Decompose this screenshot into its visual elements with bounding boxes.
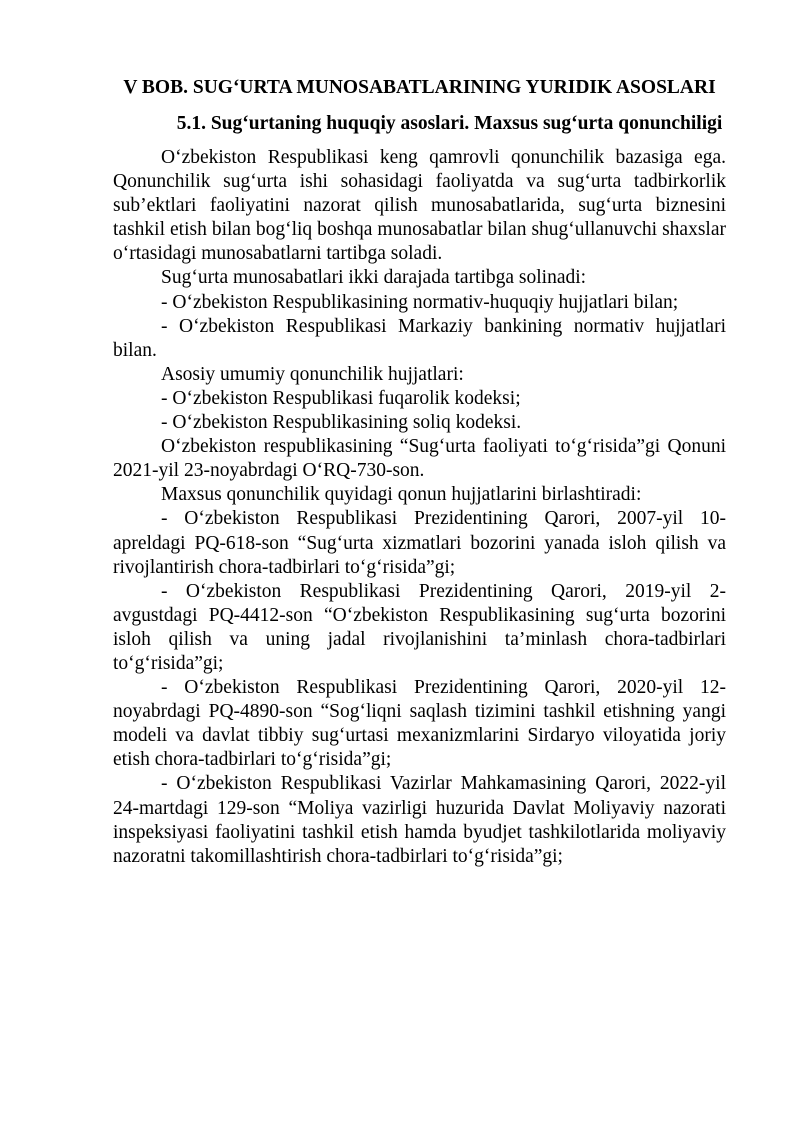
list-item: - O‘zbekiston Respublikasi Prezidentining Qarori, 2007-yil 10-apreldagi PQ-618-son “Sug‘urta xizmatlari bozorini yanada isloh qilish va rivojlantirish chora-tadbirlari to‘g‘risida”gi; [113,508,726,578]
paragraph: O‘zbekiston Respublikasi keng qamrovli qonunchilik bazasiga ega. Qonunchilik sug‘urta ishi sohasidagi faoliyatda va sug‘urta tadbirkorlik sub’ektlari faoliyatini nazorat qilish munosabatlarida, sug‘urta biznesini tashkil etish bilan bog‘liq boshqa munosabatlar bilan shug‘ullanuvchi shaxslar o‘rtasidagi munosabatlarni tartibga soladi. [113,147,726,265]
list-item: - O‘zbekiston Respublikasining soliq kodeksi. [161,412,522,434]
list-item: - O‘zbekiston Respublikasining normativ-huquqiy hujjatlari bilan; [161,291,679,313]
paragraph: Sug‘urta munosabatlari ikki darajada tartibga solinadi: [161,267,587,289]
document-page [113,76,726,869]
list-item: - O‘zbekiston Respublikasi Vazirlar Mahkamasining Qarori, 2022-yil 24-martdagi 129-son “Moliya vazirligi huzurida Davlat Moliyaviy nazorati inspeksiyasi faoliyatini tashkil etish hamda byudjet tashkilotlarida moliyaviy nazoratni takomillashtirish chora-tadbirlari to‘g‘risida”gi; [113,773,726,867]
list-item: - O‘zbekiston Respublikasi fuqarolik kodeksi; [161,387,521,409]
paragraph: Asosiy umumiy qonunchilik hujjatlari: [161,363,464,385]
list-item: - O‘zbekiston Respublikasi Prezidentining Qarori, 2020-yil 12-noyabrdagi PQ-4890-son “Sog‘liqni saqlash tizimini tashkil etishning yangi modeli va davlat tibbiy sug‘urtasi mexanizmlarini Sirdaryo viloyatida joriy etish chora-tadbirlari to‘g‘risida”gi; [113,677,726,771]
list-item: - O‘zbekiston Respublikasi Markaziy bankining normativ hujjatlari bilan. [113,315,726,361]
list-item: - O‘zbekiston Respublikasi Prezidentining Qarori, 2019-yil 2-avgustdagi PQ-4412-son “O‘zbekiston Respublikasining sug‘urta bozorini isloh qilish va uning jadal rivojlanishini ta’minlash chora-tadbirlari to‘g‘risida”gi; [113,580,726,674]
paragraph: Maxsus qonunchilik quyidagi qonun hujjatlarini birlashtiradi: [161,484,642,506]
body-text [113,146,726,869]
paragraph: O‘zbekiston respublikasining “Sug‘urta faoliyati to‘g‘risida”gi Qonuni 2021-yil 23-noyabrdagi O‘RQ-730-son. [113,436,726,482]
section-title: 5.1. Sug‘urtaning huquqiy asoslari. Maxsus sug‘urta qonunchiligi [176,113,723,134]
chapter-title: V BOB. SUG‘URTA MUNOSABATLARINING YURIDIK ASOSLARI [123,77,716,98]
